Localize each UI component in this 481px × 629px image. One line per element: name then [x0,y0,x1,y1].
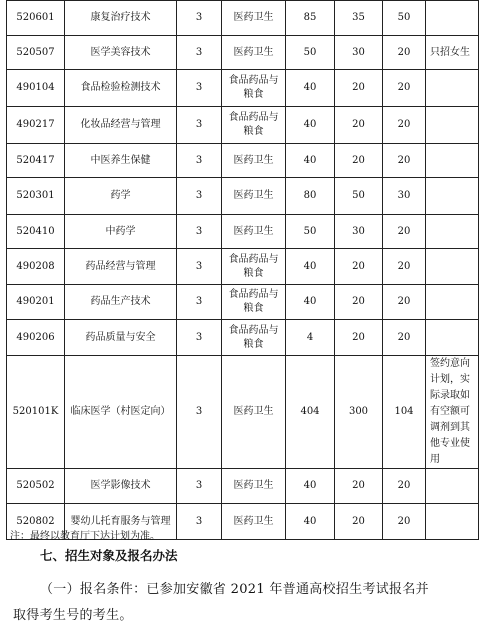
cell-name: 药学 [65,178,177,215]
cell-code: 490206 [7,320,65,356]
cell-code: 520601 [7,1,65,36]
cell-other: 30 [383,178,426,215]
cell-name: 药品质量与安全 [65,320,177,356]
cell-note [426,1,479,36]
cell-sub: 20 [335,70,383,107]
cell-name: 药品生产技术 [65,285,177,320]
cell-total: 40 [286,285,335,320]
cell-category: 食品药品与粮食 [222,285,286,320]
cell-sub: 20 [335,107,383,144]
table-row [7,36,479,70]
paragraph-line-1: （一）报名条件：已参加安徽省 2021 年普通高校招生考试报名并 [40,582,429,597]
cell-name: 临床医学（村医定向） [65,356,177,469]
table-row [7,320,479,356]
cell-other: 20 [383,70,426,107]
cell-years: 3 [177,107,222,144]
cell-other: 20 [383,320,426,356]
cell-other: 20 [383,144,426,178]
cell-other: 20 [383,504,426,540]
cell-code: 520301 [7,178,65,215]
table-row [7,285,479,320]
cell-note [426,249,479,285]
table-row [7,356,479,469]
cell-sub: 30 [335,36,383,70]
cell-category: 医药卫生 [222,144,286,178]
cell-years: 3 [177,215,222,249]
cell-other: 104 [383,356,426,469]
cell-other: 20 [383,107,426,144]
cell-years: 3 [177,320,222,356]
cell-years: 3 [177,504,222,540]
cell-category: 食品药品与粮食 [222,249,286,285]
cell-other: 20 [383,285,426,320]
paragraph-line-2: 取得考生号的考生。 [13,608,133,623]
table-footnote: 注：最终以教育厅下达计划为准。 [10,531,160,542]
eligibility-paragraph [13,577,453,629]
cell-note [426,178,479,215]
cell-note [426,70,479,107]
table-row [7,469,479,504]
cell-total: 50 [286,215,335,249]
cell-total: 40 [286,144,335,178]
cell-category: 医药卫生 [222,1,286,36]
table-row [7,178,479,215]
cell-sub: 30 [335,215,383,249]
table-row [7,107,479,144]
cell-years: 3 [177,285,222,320]
table-body [7,1,479,540]
cell-name: 药品经营与管理 [65,249,177,285]
cell-note [426,215,479,249]
cell-sub: 300 [335,356,383,469]
cell-note: 签约意向计划，实际录取如有空额可调剂到其他专业使用 [426,356,479,469]
section-heading: 七、招生对象及报名办法 [40,548,178,563]
cell-other: 50 [383,1,426,36]
cell-code: 490217 [7,107,65,144]
cell-category: 医药卫生 [222,504,286,540]
cell-category: 食品药品与粮食 [222,320,286,356]
cell-years: 3 [177,1,222,36]
cell-total: 40 [286,107,335,144]
cell-name: 康复治疗技术 [65,1,177,36]
cell-years: 3 [177,36,222,70]
cell-total: 40 [286,249,335,285]
cell-years: 3 [177,178,222,215]
cell-years: 3 [177,469,222,504]
cell-category: 医药卫生 [222,469,286,504]
cell-sub: 20 [335,469,383,504]
cell-name: 婴幼儿托育服务与管理 [65,504,177,540]
cell-name: 化妆品经营与管理 [65,107,177,144]
table-row [7,1,479,36]
cell-code: 520417 [7,144,65,178]
cell-sub: 20 [335,144,383,178]
cell-category: 医药卫生 [222,356,286,469]
cell-code: 490104 [7,70,65,107]
cell-sub: 20 [335,320,383,356]
cell-total: 4 [286,320,335,356]
cell-sub: 20 [335,249,383,285]
cell-code: 520101K [7,356,65,469]
table-row [7,70,479,107]
cell-code: 490208 [7,249,65,285]
cell-years: 3 [177,249,222,285]
cell-total: 85 [286,1,335,36]
cell-note [426,320,479,356]
cell-name: 医学美容技术 [65,36,177,70]
cell-note [426,469,479,504]
cell-years: 3 [177,70,222,107]
cell-total: 40 [286,469,335,504]
cell-total: 50 [286,36,335,70]
cell-sub: 50 [335,178,383,215]
cell-sub: 20 [335,285,383,320]
cell-category: 食品药品与粮食 [222,107,286,144]
cell-name: 中医养生保健 [65,144,177,178]
cell-total: 40 [286,504,335,540]
cell-other: 20 [383,249,426,285]
cell-category: 食品药品与粮食 [222,70,286,107]
cell-note [426,285,479,320]
cell-note [426,144,479,178]
cell-years: 3 [177,144,222,178]
cell-total: 404 [286,356,335,469]
cell-code: 520410 [7,215,65,249]
cell-note: 只招女生 [426,36,479,70]
cell-other: 20 [383,36,426,70]
cell-name: 食品检验检测技术 [65,70,177,107]
table-row [7,144,479,178]
cell-category: 医药卫生 [222,215,286,249]
cell-note [426,504,479,540]
cell-sub: 35 [335,1,383,36]
cell-code: 490201 [7,285,65,320]
cell-code: 520802 [7,504,65,540]
cell-total: 80 [286,178,335,215]
cell-name: 医学影像技术 [65,469,177,504]
cell-category: 医药卫生 [222,178,286,215]
cell-name: 中药学 [65,215,177,249]
table-row [7,249,479,285]
cell-category: 医药卫生 [222,36,286,70]
cell-code: 520507 [7,36,65,70]
cell-other: 20 [383,215,426,249]
cell-years: 3 [177,356,222,469]
enrollment-plan-table [6,0,479,540]
table-row [7,215,479,249]
cell-note [426,107,479,144]
cell-code: 520502 [7,469,65,504]
cell-other: 20 [383,469,426,504]
cell-total: 40 [286,70,335,107]
cell-sub: 20 [335,504,383,540]
